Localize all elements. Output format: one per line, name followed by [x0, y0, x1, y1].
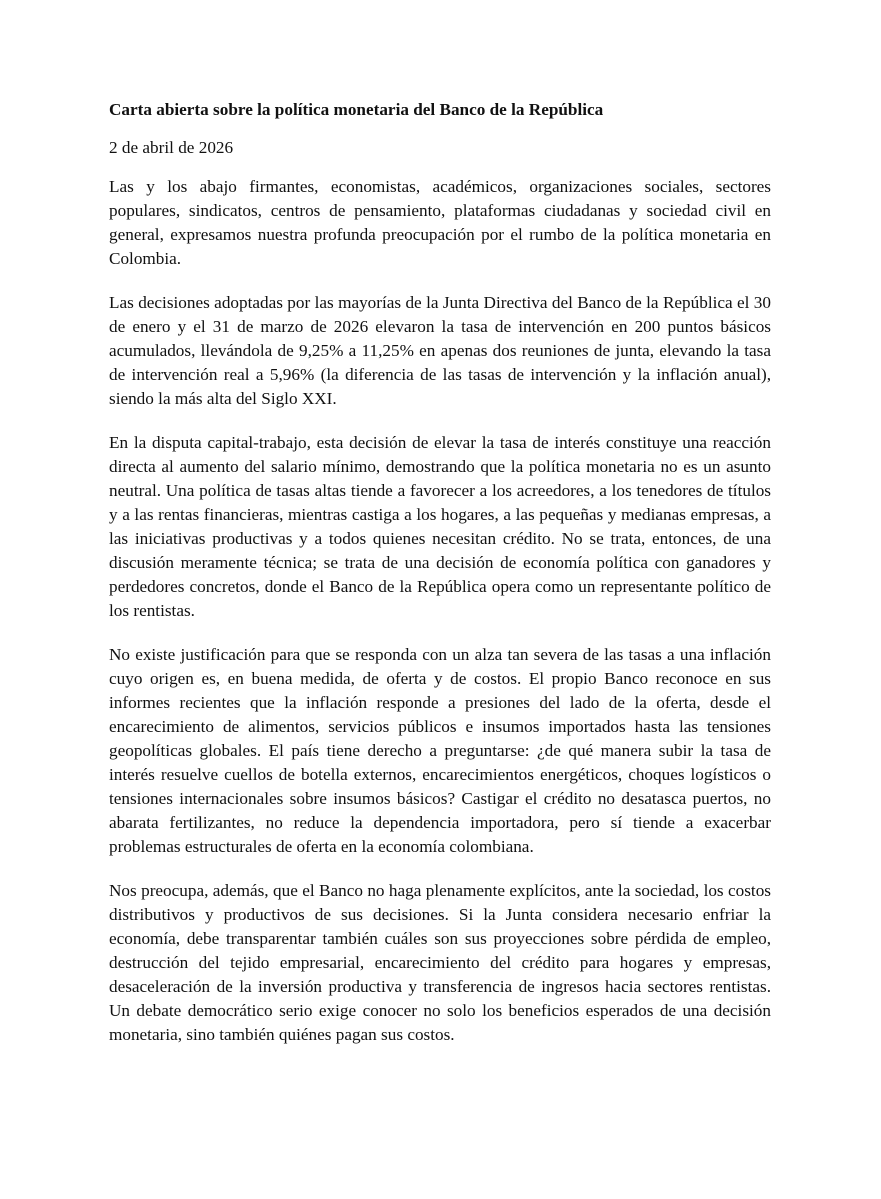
letter-date: 2 de abril de 2026	[109, 138, 234, 157]
letter-title: Carta abierta sobre la política monetaria del Banco de la República	[109, 100, 604, 119]
paragraph-2: Las decisiones adoptadas por las mayorías de la Junta Directiva del Banco de la República el 30 de enero y el 31 de marzo de 2026 elevaron la tasa de intervención en 200 puntos básicos acumulados, llevándola de 9,25% a 11,25% en apenas dos reuniones de junta, elevando la tasa de intervención real a 5,96% (la diferencia de las tasas de intervención y la inflación anual), siendo la más alta del Siglo XXI.	[109, 293, 771, 408]
letter-body	[109, 98, 771, 1067]
paragraph-5: Nos preocupa, además, que el Banco no haga plenamente explícitos, ante la sociedad, los costos distributivos y productivos de sus decisiones. Si la Junta considera necesario enfriar la economía, debe transparentar también cuáles son sus proyecciones sobre pérdida de empleo, destrucción del tejido empresarial, encarecimiento del crédito para hogares y empresas, desaceleración de la inversión productiva y transferencia de ingresos hacia sectores rentistas. Un debate democrático serio exige conocer no solo los beneficios esperados de una decisión monetaria, sino también quiénes pagan sus costos.	[109, 881, 771, 1044]
paragraph-4: No existe justificación para que se responda con un alza tan severa de las tasas a una inflación cuyo origen es, en buena medida, de oferta y de costos. El propio Banco reconoce en sus informes recientes que la inflación responde a presiones del lado de la oferta, desde el encarecimiento de alimentos, servicios públicos e insumos importados hasta las tensiones geopolíticas globales. El país tiene derecho a preguntarse: ¿de qué manera subir la tasa de interés resuelve cuellos de botella externos, encarecimientos energéticos, choques logísticos o tensiones internacionales sobre insumos básicos? Castigar el crédito no desatasca puertos, no abarata fertilizantes, no reduce la dependencia importadora, pero sí tiende a exacerbar problemas estructurales de oferta en la economía colombiana.	[109, 645, 771, 856]
paragraph-3: En la disputa capital-trabajo, esta decisión de elevar la tasa de interés constituye una reacción directa al aumento del salario mínimo, demostrando que la política monetaria no es un asunto neutral. Una política de tasas altas tiende a favorecer a los acreedores, a los tenedores de títulos y a las rentas financieras, mientras castiga a los hogares, a las pequeñas y medianas empresas, a las iniciativas productivas y a todos quienes necesitan crédito. No se trata, entonces, de una discusión meramente técnica; se trata de una decisión de economía política con ganadores y perdedores concretos, donde el Banco de la República opera como un representante político de los rentistas.	[109, 433, 771, 620]
paragraph-1: Las y los abajo firmantes, economistas, académicos, organizaciones sociales, sectores populares, sindicatos, centros de pensamiento, plataformas ciudadanas y sociedad civil en general, expresamos nuestra profunda preocupación por el rumbo de la política monetaria en Colombia.	[109, 177, 771, 268]
